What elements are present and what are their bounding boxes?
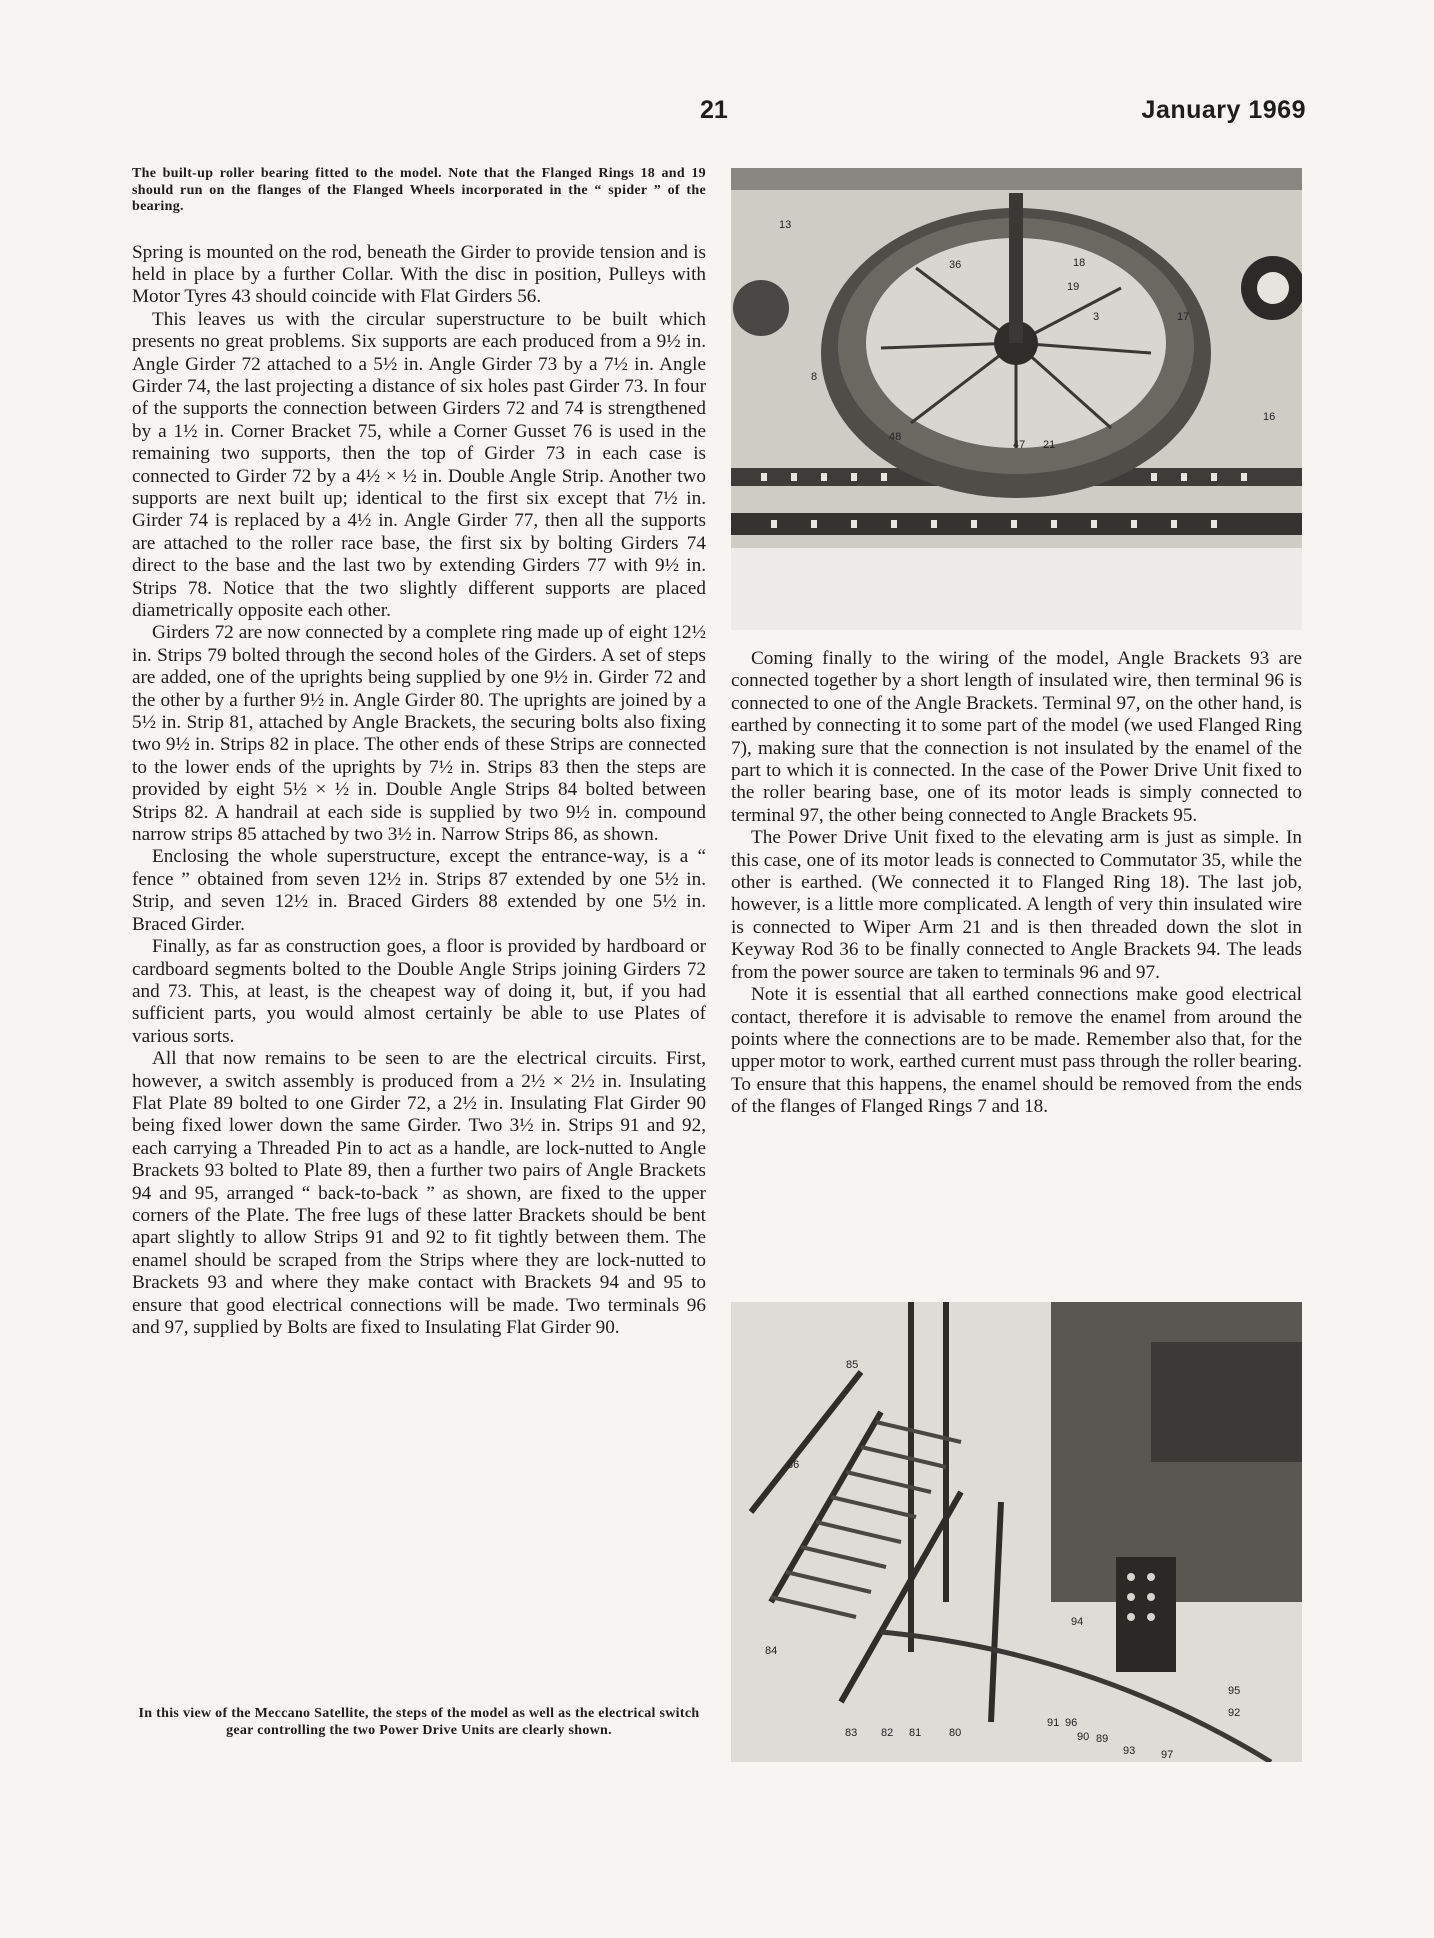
part-label: 48 (889, 431, 902, 443)
part-label: 92 (1228, 1707, 1241, 1719)
satellite-steps-photo (731, 1302, 1302, 1762)
part-label: 47 (1013, 439, 1026, 451)
right-column-text (731, 648, 1302, 1119)
satellite-steps-illustration (731, 1302, 1302, 1762)
part-label: 97 (1161, 1749, 1174, 1761)
page-number: 21 (700, 96, 728, 124)
paragraph: Spring is mounted on the rod, beneath the Girder to provide tension and is held in place by a further Collar. With the disc in position, Pulleys with Motor Tyres 43 should coincide with Flat Girders 56. (132, 241, 706, 308)
top-photo-caption: The built-up roller bearing fitted to the model. Note that the Flanged Rings 18 and 19 should run on the flanges of the Flanged Wheels incorporated in the “ spider ” of the bearing. (132, 166, 706, 214)
part-label: 83 (845, 1727, 858, 1739)
part-label: 95 (1228, 1685, 1241, 1697)
part-label: 13 (779, 219, 792, 231)
left-column (132, 166, 706, 1339)
left-column-text (132, 242, 706, 1340)
paragraph: Finally, as far as construction goes, a floor is provided by hardboard or cardboard segments bolted to the Double Angle Strips joining Girders 72 and 73. This, at least, is the cheapest way of doing it, but, if you had sufficient parts, you would almost certainly be able to use Plates of various sorts. (132, 936, 706, 1047)
part-label: 19 (1067, 281, 1080, 293)
roller-bearing-illustration (731, 168, 1302, 630)
paragraph: This leaves us with the circular superstructure to be built which presents no great problems. Six supports are each produced from a 9½ in. Angle Girder 72 attached to a 5½ in. Angle Girder 73 by a 7½ in. Angle Girder 74, the last projecting a distance of six holes past Girder 73. In four of the supports the connection between Girders 72 and 74 is strengthened by a 1½ in. Corner Bracket 75, while a Corner Gusset 76 is used in the remaining two supports, then the top of Girder 73 in each case is connected to Girder 72 by a 4½ × ½ in. Double Angle Strip. Another two supports are next built up; identical to the first six except that 7½ in. Girder 74 is replaced by a 4½ in. Angle Girder 77, then all the supports are attached to the roller race base, the first six by bolting Girders 74 direct to the base and the last two by extending Girders 77 with 9½ in. Strips 78. Notice that the two slightly different supports are placed diametrically opposite each other. (132, 308, 706, 621)
right-column (731, 648, 1302, 1119)
paragraph: Girders 72 are now connected by a complete ring made up of eight 12½ in. Strips 79 bolted through the second holes of the Girders. A set of steps are added, one of the uprights being supplied by one 9½ in. Girder 72 and the other by a further 9½ in. Angle Girder 80. The uprights are joined by a 5½ in. Strip 81, attached by Angle Brackets, the securing bolts also fixing two 9½ in. Strips 82 in place. The other ends of these Strips are connected to the lower ends of the uprights by 7½ in. Strips 83 then the steps are provided by eight 5½ × ½ in. Double Angle Strips 84 bolted between Strips 82. A handrail at each side is supplied by two 9½ in. compound narrow strips 85 attached by two 3½ in. Narrow Strips 86, as shown. (132, 622, 706, 846)
part-label: 18 (1073, 257, 1086, 269)
paragraph: Coming finally to the wiring of the model, Angle Brackets 93 are connected together by a short length of insulated wire, then terminal 96 is connected to one of the Angle Brackets. Terminal 97, on the other hand, is earthed by connecting it to some part of the model (we used Flanged Ring 7), making sure that the connection is not insulated by the enamel of the part to which it is connected. In the case of the Power Drive Unit fixed to the roller bearing base, one of its motor leads is simply connected to terminal 97, the other being connected to Angle Brackets 95. (731, 648, 1302, 826)
part-label: 94 (1071, 1616, 1084, 1628)
roller-bearing-photo (731, 168, 1302, 630)
part-label: 17 (1177, 311, 1190, 323)
part-label: 21 (1043, 439, 1056, 451)
part-label: 82 (881, 1727, 894, 1739)
part-label: 89 (1096, 1733, 1109, 1745)
part-label: 93 (1123, 1745, 1136, 1757)
paragraph: The Power Drive Unit fixed to the elevating arm is just as simple. In this case, one of its motor leads is connected to Commutator 35, while the other is earthed. (We connected it to Flanged Ring 18). The last job, however, is a little more complicated. A length of very thin insulated wire is connected to Wiper Arm 21 and is then threaded down the slot in Keyway Rod 36 to be finally connected to Angle Brackets 94. The leads from the power source are taken to terminals 96 and 97. (731, 827, 1302, 983)
part-label: 84 (765, 1645, 778, 1657)
part-label: 81 (909, 1727, 922, 1739)
part-label: 85 (846, 1359, 859, 1371)
part-label: 8 (811, 371, 818, 383)
paragraph: Enclosing the whole superstructure, except the entrance-way, is a “ fence ” obtained from seven 12½ in. Strips 87 extended by one 5½ in. Strip, and seven 12½ in. Braced Girders 88 extended by one 5½ in. Braced Girder. (132, 846, 706, 935)
issue-date: January 1969 (1141, 96, 1306, 124)
part-label: 96 (1065, 1717, 1078, 1729)
part-label: 16 (1263, 411, 1276, 423)
page-header (0, 96, 1434, 130)
part-label: 86 (787, 1459, 800, 1471)
part-label: 3 (1093, 311, 1100, 323)
bottom-photo-caption: In this view of the Meccano Satellite, the steps of the model as well as the electrical switch gear controlling the two Power Drive Units are clearly shown. (138, 1706, 700, 1738)
paragraph: All that now remains to be seen to are the electrical circuits. First, however, a switch assembly is produced from a 2½ × 2½ in. Insulating Flat Plate 89 bolted to one Girder 72, a 2½ in. Insulating Flat Girder 90 being fixed lower down the same Girder. Two 3½ in. Strips 91 and 92, each carrying a Threaded Pin to act as a handle, are lock-nutted to Angle Brackets 93 bolted to Plate 89, then a further two pairs of Angle Brackets 94 and 95, arranged “ back-to-back ” as shown, are fixed to the upper corners of the Plate. The free lugs of these latter Brackets should be bent apart slightly to allow Strips 91 and 92 to fit tightly between them. The enamel should be scraped from the Strips where they are lock-nutted to Brackets 93 and where they make contact with Brackets 94 and 95 to ensure that good electrical connections will be made. Two terminals 96 and 97, supplied by Bolts are fixed to Insulating Flat Girder 90. (132, 1048, 706, 1338)
part-label: 90 (1077, 1731, 1090, 1743)
paragraph: Note it is essential that all earthed connections make good electrical contact, therefore it is advisable to remove the enamel from around the points where the connections are to be made. Remember also that, for the upper motor to work, earthed current must pass through the roller bearing. To ensure that this happens, the enamel should be removed from the ends of the flanges of Flanged Rings 7 and 18. (731, 984, 1302, 1118)
part-label: 91 (1047, 1717, 1060, 1729)
part-label: 36 (949, 259, 962, 271)
part-label: 80 (949, 1727, 962, 1739)
